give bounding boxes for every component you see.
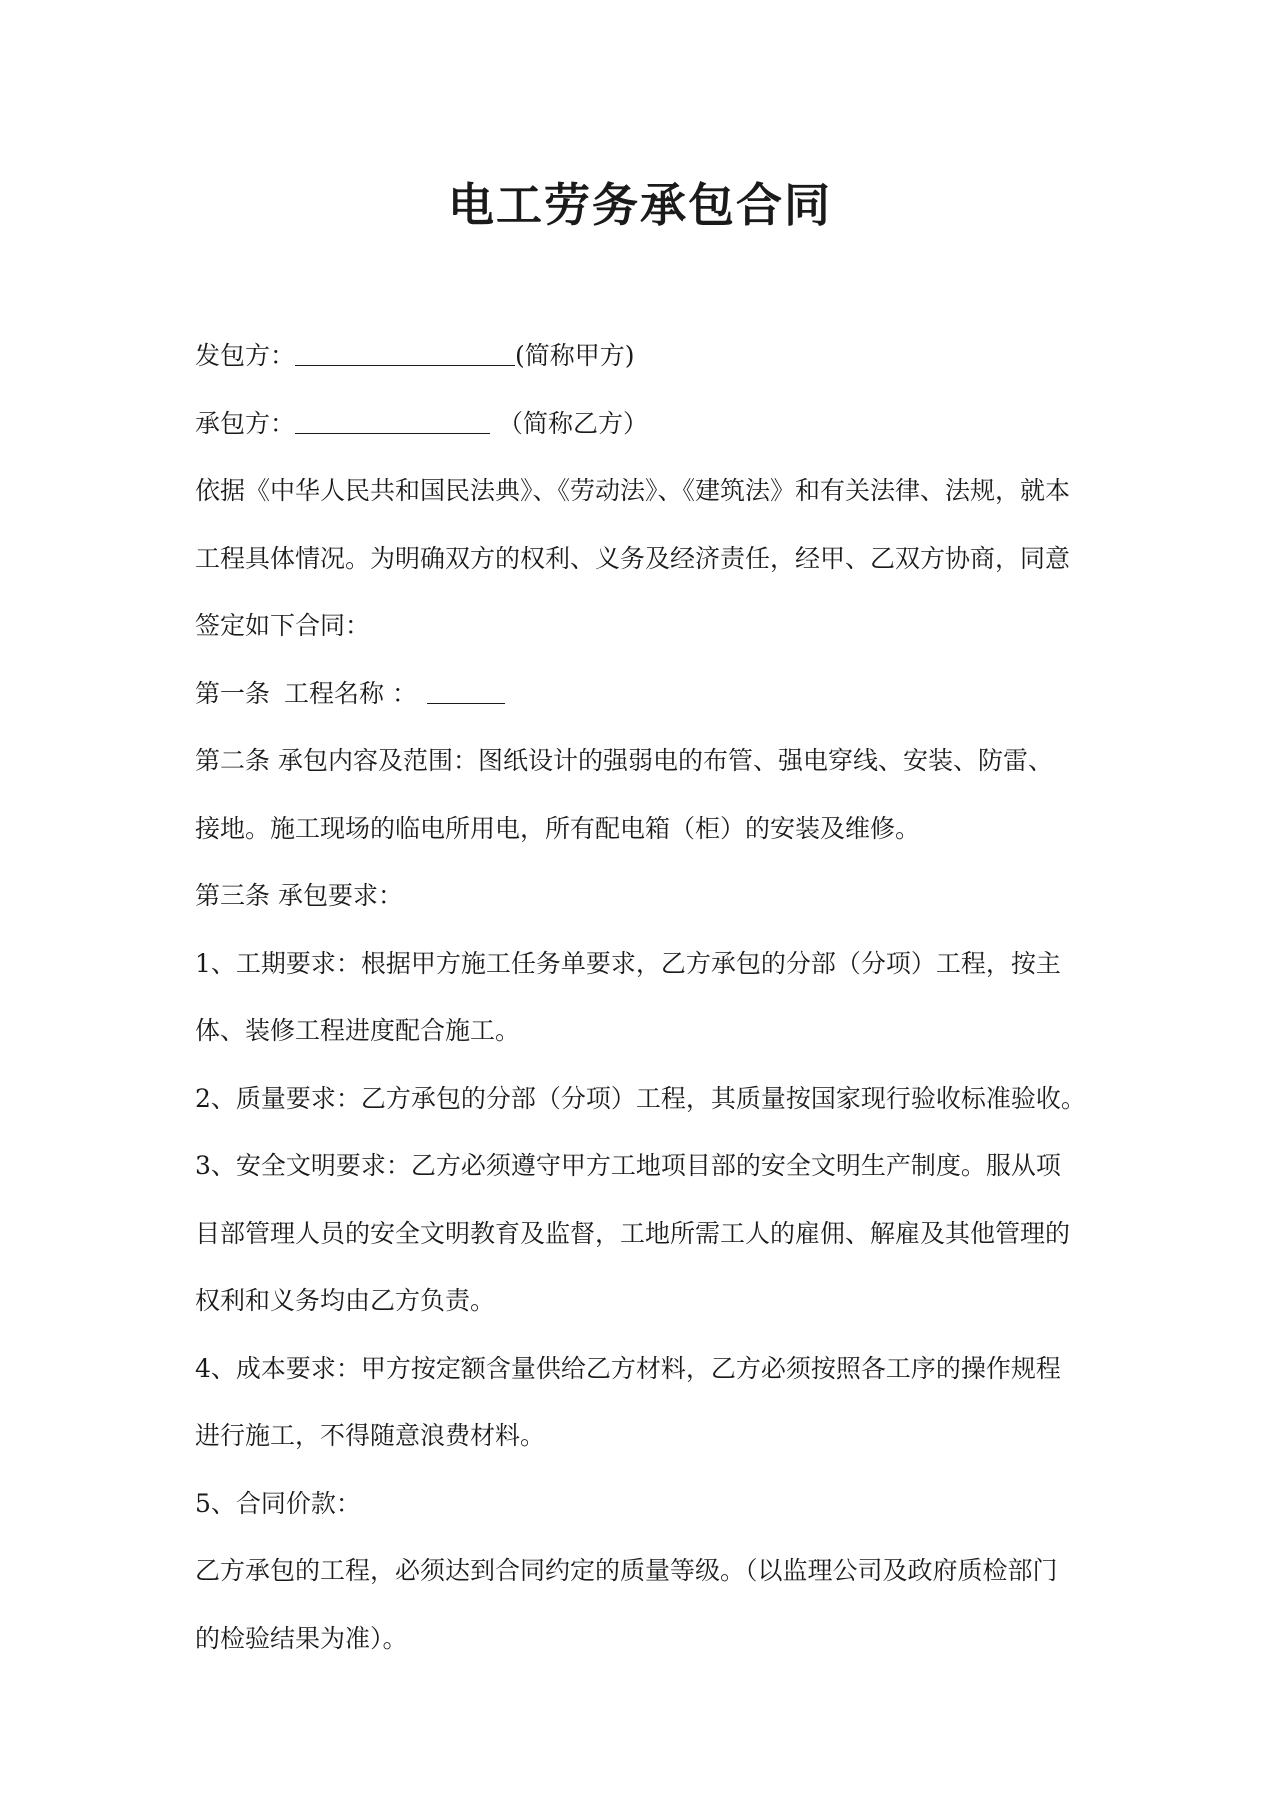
item-3-line: 权利和义务均由乙方负责。	[195, 1286, 496, 1315]
item-1-line: 1、工期要求：根据甲方施工任务单要求，乙方承包的分部（分项）工程，按主	[195, 948, 1061, 978]
item-1-line: 体、装修工程进度配合施工。	[195, 1016, 521, 1045]
article-1-label: 工程名称 ：	[284, 678, 417, 708]
item-4-line: 进行施工，不得随意浪费材料。	[195, 1421, 546, 1450]
preamble-line: 签定如下合同：	[195, 611, 371, 640]
item-2-line: 2、质量要求：乙方承包的分部（分项）工程，其质量按国家现行验收标准验收。	[195, 1083, 1086, 1113]
party-a-suffix: (简称甲方)	[515, 341, 635, 370]
article-1-line	[195, 660, 1095, 728]
item-3-line: 目部管理人员的安全文明教育及监督，工地所需工人的雇佣、解雇及其他管理的	[195, 1218, 1071, 1248]
item-4-line: 4、成本要求：甲方按定额含量供给乙方材料，乙方必须按照各工序的操作规程	[195, 1353, 1061, 1383]
article-2-line: 接地。施工现场的临电所用电，所有配电箱（柜）的安装及维修。	[195, 813, 921, 843]
party-b-line	[195, 390, 1095, 458]
party-b-suffix: （简称乙方）	[498, 408, 649, 438]
party-b-blank	[295, 403, 490, 434]
project-name-blank	[427, 673, 505, 704]
preamble-line: 工程具体情况。为明确双方的权利、义务及经济责任，经甲、乙双方协商，同意	[195, 543, 1071, 573]
party-a-label: 发包方：	[195, 341, 296, 370]
article-3-heading: 第三条 承包要求：	[195, 881, 403, 910]
document-title: 电工劳务承包合同	[448, 178, 832, 232]
preamble-line: 依据《中华人民共和国民法典》、《劳动法》、《建筑法》和有关法律、法规，就本	[195, 476, 1071, 505]
document-body	[195, 322, 1095, 1672]
item-3-line: 3、安全文明要求：乙方必须遵守甲方工地项目部的安全文明生产制度。服从项	[195, 1151, 1061, 1180]
item-5-text-line: 的检验结果为准）。	[195, 1623, 408, 1653]
article-1-number: 第一条	[195, 678, 271, 708]
article-2-line: 第二条 承包内容及范围：图纸设计的强弱电的布管、强电穿线、安装、防雷、	[195, 746, 1053, 775]
party-b-label: 承包方：	[195, 408, 296, 438]
party-a-blank	[295, 335, 515, 366]
item-5-heading: 5、合同价款：	[195, 1488, 361, 1518]
item-5-text-line: 乙方承包的工程，必须达到合同约定的质量等级。（以监理公司及政府质检部门	[195, 1556, 1058, 1585]
party-a-line	[195, 322, 1095, 390]
